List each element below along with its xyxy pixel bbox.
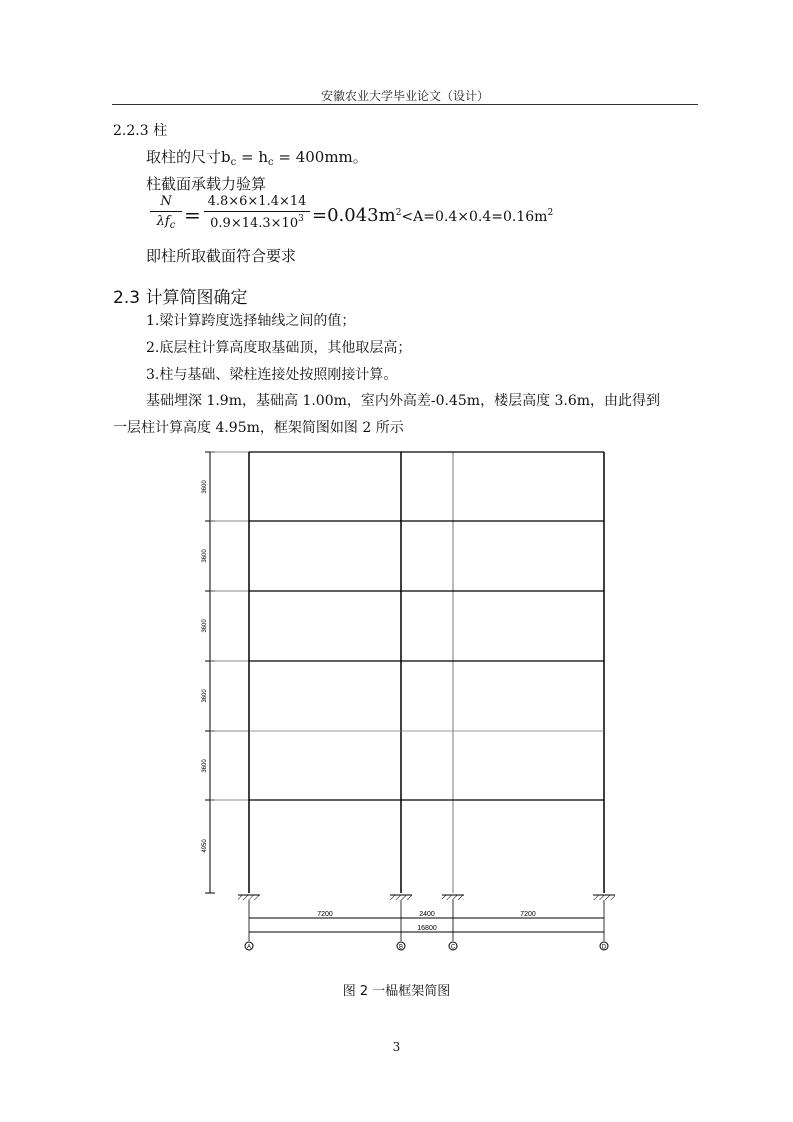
fraction-numerator: N: [150, 194, 182, 212]
story-label: 3600: [202, 549, 208, 563]
result-b: <A=0.4×0.4=0.16m: [401, 209, 548, 225]
extension-lines: [210, 452, 249, 800]
paragraph-line: 一层柱计算高度 4.95m，框架简图如图 2 所示: [113, 420, 404, 436]
conclusion-text: 即柱所取截面符合要求: [146, 247, 297, 265]
total-span-label: 16800: [417, 925, 437, 932]
list-item: 1.梁计算跨度选择轴线之间的值；: [146, 313, 356, 329]
fixed-support-a: [238, 895, 260, 900]
figure-caption: 图 2 一榀框架简图: [342, 984, 451, 999]
lambda-f: λf: [156, 214, 170, 229]
axis-bubble-c: [449, 942, 457, 951]
page-header: 安徽农业大学毕业论文（设计）: [320, 89, 489, 103]
list-item: 3.柱与基础、梁柱连接处按照刚接计算。: [146, 367, 398, 383]
page-number: 3: [392, 1040, 401, 1054]
svg-text:C: C: [450, 944, 456, 951]
subscript-c: c: [230, 157, 237, 168]
equation-part: = 400mm。: [273, 148, 368, 166]
superscript: 3: [298, 214, 304, 224]
superscript: 2: [395, 208, 402, 218]
verification-label: 柱截面承载力验算: [146, 175, 267, 193]
span-label: 2400: [419, 911, 435, 918]
subscript-c: c: [267, 157, 274, 168]
story-label: 3600: [202, 480, 208, 494]
fixed-support-b: [390, 895, 412, 900]
story-label: 3600: [202, 619, 208, 633]
beams: [249, 452, 604, 800]
paragraph-line: 基础埋深 1.9m，基础高 1.00m，室内外高差-0.45m，楼层高度 3.6m，由此得到: [146, 393, 661, 409]
span-label: 7200: [520, 911, 536, 918]
list-item: 2.底层柱计算高度取基础顶，其他取层高；: [146, 340, 412, 356]
axis-bubble-d: [600, 942, 608, 951]
story-label: 3600: [202, 759, 208, 773]
svg-text:D: D: [601, 944, 607, 951]
superscript: 2: [547, 208, 554, 218]
svg-text:B: B: [398, 944, 404, 951]
equals-sign: =: [184, 203, 201, 227]
column-size-text: 取柱的尺寸b: [146, 148, 231, 166]
svg-text:A: A: [246, 944, 252, 951]
axis-lines: [249, 900, 604, 941]
equation-part: = h: [236, 148, 268, 166]
story-label: 4950: [202, 839, 208, 853]
denominator-text: 0.9×14.3×10: [210, 216, 299, 231]
span-label: 7200: [317, 911, 333, 918]
result-a: =0.043m: [312, 205, 396, 226]
subsection-heading: 2.2.3 柱: [113, 123, 168, 139]
section-heading: 2.3 计算简图确定: [113, 288, 248, 308]
fraction-numerator: 4.8×6×1.4×14: [204, 194, 310, 212]
subscript-c: c: [169, 220, 176, 231]
story-label: 3600: [202, 689, 208, 703]
axis-bubble-b: [397, 942, 405, 951]
fixed-support-d: [593, 895, 615, 900]
axis-bubble-a: [245, 942, 253, 951]
fixed-support-c: [442, 895, 464, 900]
